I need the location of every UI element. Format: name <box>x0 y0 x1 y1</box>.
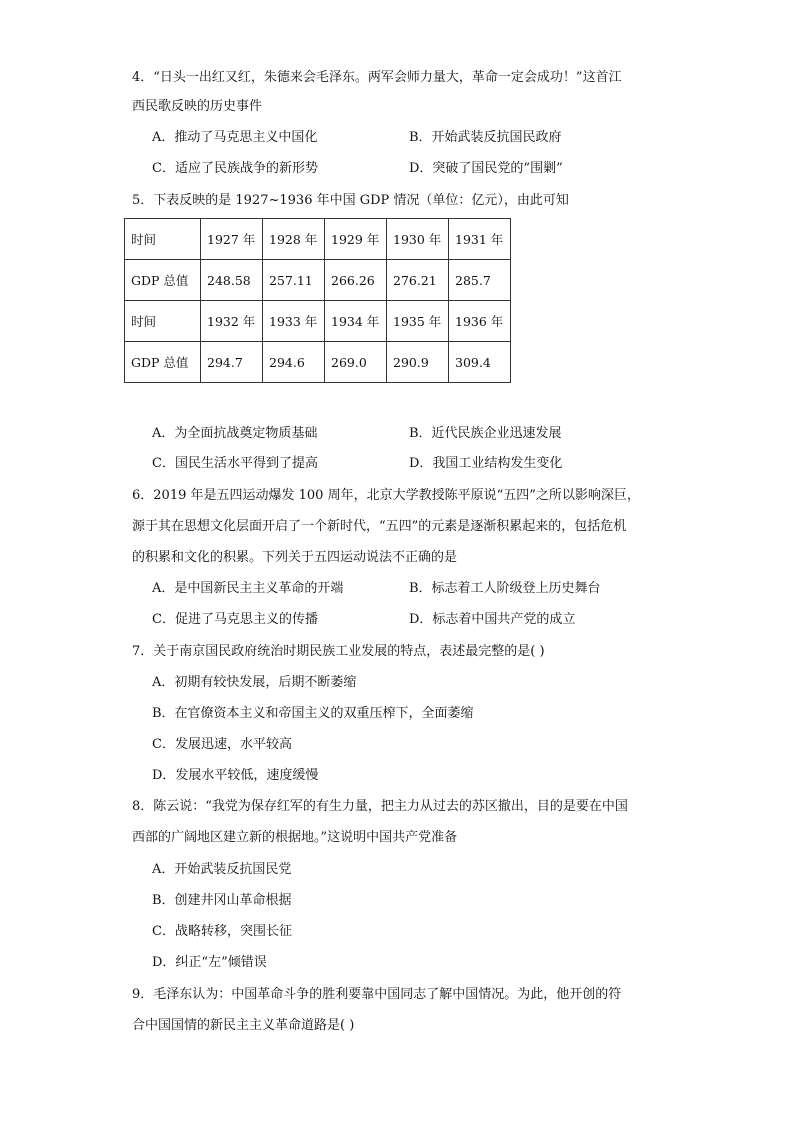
q4-stem-line2: 西民歌反映的历史事件 <box>132 99 263 114</box>
table-row <box>125 301 511 342</box>
table-cell: 294.7 <box>201 342 263 383</box>
table-cell: 1933 年 <box>263 301 325 342</box>
q6-stem-line2: 源于其在思想文化层面开启了一个新时代，“五四”的元素是逐渐积累起来的，包括危机 <box>132 519 627 534</box>
q7-stem-line1: 7．关于南京国民政府统治时期民族工业发展的特点，表述最完整的是( ) <box>132 644 545 659</box>
q8-stem-line2: 西部的广阔地区建立新的根据地。”这说明中国共产党准备 <box>132 830 458 845</box>
q5-option-d: D．我国工业结构发生变化 <box>409 456 563 471</box>
q5-option-c: C．国民生活水平得到了提高 <box>152 456 318 471</box>
table-cell: 309.4 <box>449 342 511 383</box>
q6-option-a: A．是中国新民主主义革命的开端 <box>152 581 344 596</box>
table-cell: 269.0 <box>325 342 387 383</box>
q8-stem-line1: 8．陈云说：“我党为保存红军的有生力量，把主力从过去的苏区撤出，目的是要在中国 <box>132 799 628 814</box>
q6-stem-line3: 的积累和文化的积累。下列关于五四运动说法不正确的是 <box>132 550 458 565</box>
q4-option-a: A．推动了马克思主义中国化 <box>152 130 318 145</box>
q4-option-b: B．开始武装反抗国民政府 <box>409 130 562 145</box>
table-cell: 时间 <box>125 219 201 260</box>
gdp-table <box>124 218 511 383</box>
table-cell: 276.21 <box>387 260 449 301</box>
q5-option-a: A．为全面抗战奠定物质基础 <box>152 426 318 441</box>
q9-stem-line1: 9．毛泽东认为：中国革命斗争的胜利要靠中国同志了解中国情况。为此，他开创的符 <box>132 987 622 1002</box>
table-cell: 1929 年 <box>325 219 387 260</box>
q7-option-c: C．发展迅速，水平较高 <box>152 737 292 752</box>
table-row <box>125 219 511 260</box>
table-cell: 248.58 <box>201 260 263 301</box>
table-cell: 1936 年 <box>449 301 511 342</box>
table-cell: 时间 <box>125 301 201 342</box>
table-cell: GDP 总值 <box>125 342 201 383</box>
q5-stem-line1: 5．下表反映的是 1927~1936 年中国 GDP 情况（单位：亿元），由此可知 <box>132 193 569 208</box>
q4-option-c: C．适应了民族战争的新形势 <box>152 161 318 176</box>
q7-option-d: D．发展水平较低，速度缓慢 <box>152 768 319 783</box>
table-cell: 266.26 <box>325 260 387 301</box>
q7-option-b: B．在官僚资本主义和帝国主义的双重压榨下，全面萎缩 <box>152 706 474 721</box>
table-row <box>125 342 511 383</box>
table-cell: 1931 年 <box>449 219 511 260</box>
table-cell: 1935 年 <box>387 301 449 342</box>
q9-stem-line2: 合中国国情的新民主主义革命道路是( ) <box>132 1018 355 1033</box>
q6-stem-line1: 6．2019 年是五四运动爆发 100 周年，北京大学教授陈平原说“五四”之所以影响深巨， <box>132 488 640 503</box>
q8-option-a: A．开始武装反抗国民党 <box>152 862 292 877</box>
table-cell: GDP 总值 <box>125 260 201 301</box>
q5-option-b: B．近代民族企业迅速发展 <box>409 426 562 441</box>
table-cell: 1932 年 <box>201 301 263 342</box>
q6-option-c: C．促进了马克思主义的传播 <box>152 612 318 627</box>
q8-option-b: B．创建井冈山革命根据 <box>152 893 292 908</box>
table-cell: 1934 年 <box>325 301 387 342</box>
table-cell: 294.6 <box>263 342 325 383</box>
table-cell: 1928 年 <box>263 219 325 260</box>
q8-option-d: D．纠正“左”倾错误 <box>152 955 267 970</box>
q6-option-d: D．标志着中国共产党的成立 <box>409 612 576 627</box>
q8-option-c: C．战略转移，突围长征 <box>152 924 292 939</box>
q7-option-a: A．初期有较快发展，后期不断萎缩 <box>152 675 357 690</box>
table-cell: 285.7 <box>449 260 511 301</box>
q4-option-d: D．突破了国民党的“围剿” <box>409 161 563 176</box>
table-cell: 290.9 <box>387 342 449 383</box>
table-row <box>125 260 511 301</box>
table-cell: 1927 年 <box>201 219 263 260</box>
q4-stem-line1: 4．“日头一出红又红，朱德来会毛泽东。两军会师力量大，革命一定会成功！”这首江 <box>132 70 622 85</box>
table-cell: 257.11 <box>263 260 325 301</box>
table-cell: 1930 年 <box>387 219 449 260</box>
q6-option-b: B．标志着工人阶级登上历史舞台 <box>409 581 601 596</box>
